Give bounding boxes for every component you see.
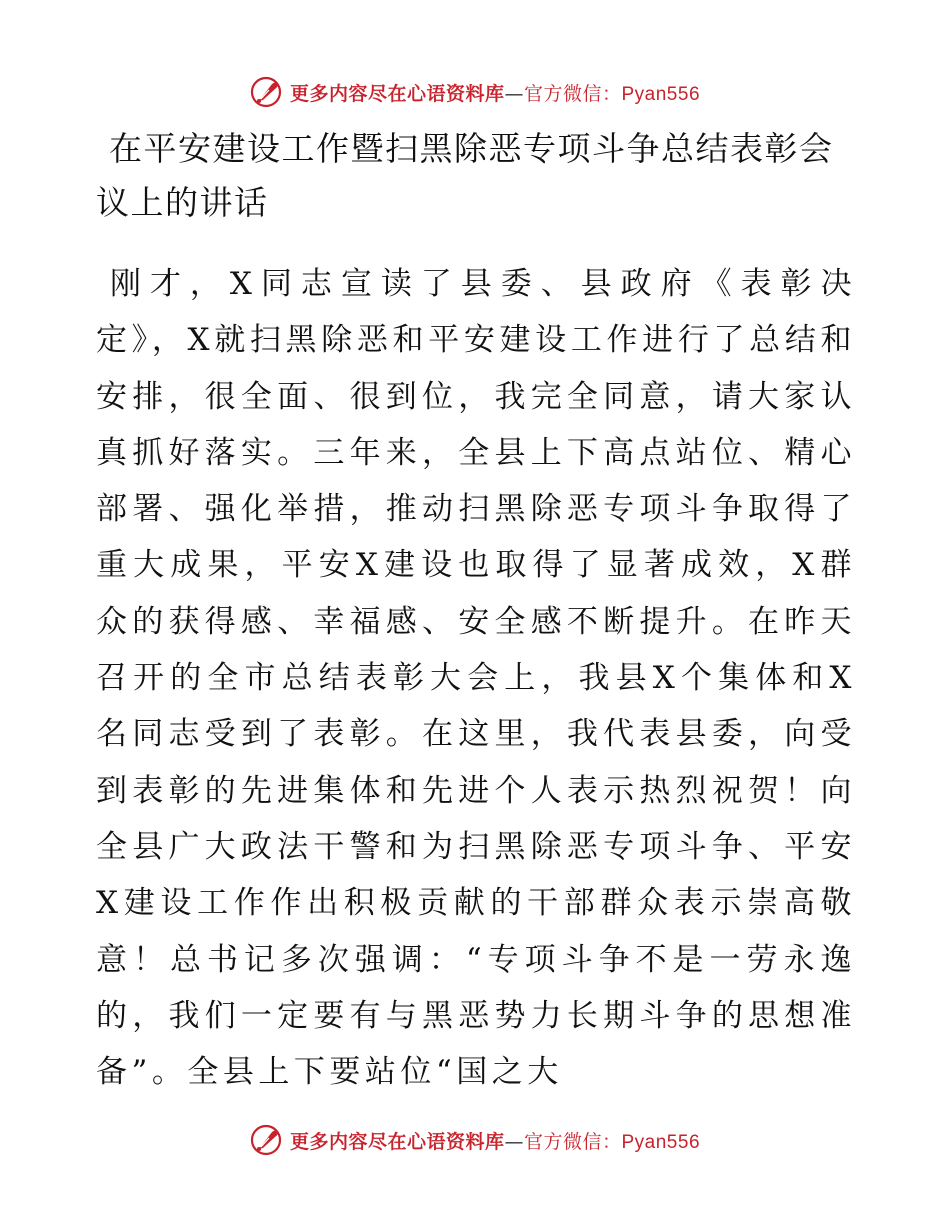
watermark-site: 更多内容尽在心语资料库 (289, 82, 505, 105)
watermark-separator: — (504, 1130, 524, 1153)
watermark-wechat-id: Pyan556 (621, 83, 701, 105)
document-paragraph: 刚才，X同志宣读了县委、县政府《表彰决定》，X就扫黑除恶和平安建设工作进行了总结和安排，很全面、很到位，我完全同意，请大家认真抓好落实。三年来，全县上下高点站位、精心部署、强化举措，推动扫黑除恶专项斗争取得了重大成果，平安X建设也取得了显著成效，X群众的获得感、幸福感、安全感不断提升。在昨天召开的全市总结表彰大会上，我县X个集体和X名同志受到了表彰。在这里，我代表县委，向受到表彰的先进集体和先进个人表示热烈祝贺！向全县广大政法干警和为扫黑除恶专项斗争、平安X建设工作作出积极贡献的干部群众表示崇高敬意！总书记多次强调：“专项斗争不是一劳永逸的，我们一定要有与黑恶势力长期斗争的思想准备”。全县上下要站位“国之大 (96, 266, 856, 1091)
watermark-wechat-label: 官方微信： (523, 82, 622, 105)
watermark-wechat-id: Pyan556 (621, 1131, 701, 1153)
watermark-text (290, 1127, 700, 1154)
watermark-wechat-label: 官方微信： (523, 1130, 622, 1153)
footer-watermark (0, 1120, 950, 1160)
watermark-separator: — (504, 82, 524, 105)
quill-pen-logo-icon (250, 75, 284, 109)
watermark-site: 更多内容尽在心语资料库 (289, 1130, 505, 1153)
header-watermark (0, 72, 950, 112)
watermark-text (290, 79, 700, 106)
quill-pen-logo-icon (250, 1123, 284, 1157)
document-title: 在平安建设工作暨扫黑除恶专项斗争总结表彰会议上的讲话 (96, 129, 834, 222)
